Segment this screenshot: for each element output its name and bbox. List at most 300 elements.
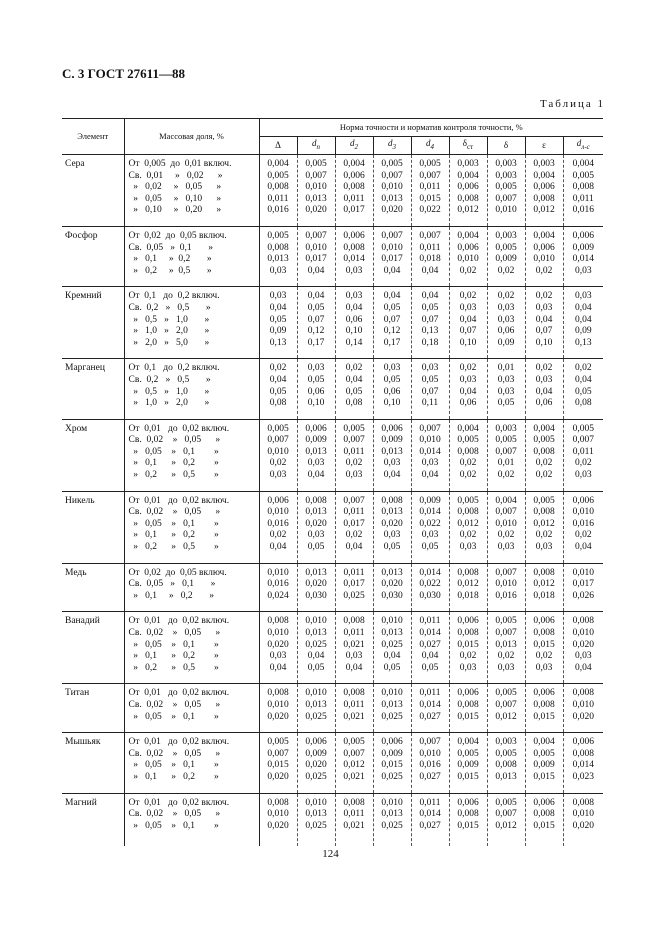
value: 0,027 [419,771,441,782]
value: 0,010 [267,628,289,638]
value: 0,04 [345,662,363,673]
value: 0,02 [574,458,592,469]
value: 0,14 [345,337,363,348]
value: 0,006 [457,797,479,808]
element-name: Хром [62,419,124,491]
value: 0,004 [533,230,555,241]
value: 0,010 [572,809,594,820]
value: 0,05 [383,662,401,673]
value-cell [335,419,373,491]
value: 0,10 [383,398,401,409]
value: 0,014 [419,699,441,710]
value: 0,007 [495,193,517,204]
value-cell [335,287,373,359]
value: 0,005 [533,435,555,446]
value-cell [335,612,373,684]
value: 0,008 [533,567,555,578]
value: 0,030 [381,590,403,601]
value: 0,008 [533,507,555,518]
mass-fraction-range: » 0,05 » 0,1 » [128,711,219,722]
value: 0,013 [305,699,327,710]
value-cell [563,155,603,227]
value-cell [259,793,297,846]
element-name: Титан [62,684,124,733]
value: 0,02 [269,458,287,469]
value: 0,016 [267,205,289,216]
value-cell [487,563,525,612]
value: 0,021 [343,639,365,650]
value: 0,010 [305,616,327,627]
mass-fraction-range: От 0,01 до 0,02 включ. [128,797,230,808]
mass-fraction-cell [124,612,259,684]
value: 0,022 [419,518,441,529]
value: 0,008 [457,699,479,710]
value: 0,009 [305,435,327,446]
value: 0,02 [459,458,477,469]
value: 0,005 [267,737,289,748]
value-cell [563,563,603,612]
value: 0,02 [535,470,553,481]
mass-fraction-range: От 0,01 до 0,02 включ. [128,737,230,748]
value: 0,023 [572,771,594,782]
value: 0,03 [497,542,515,553]
col-header-sub-index: 2 [354,142,358,151]
value: 0,04 [269,302,287,313]
value-cell [259,612,297,684]
col-header-sub [373,137,411,155]
value: 0,10 [307,398,325,409]
value: 0,025 [381,639,403,650]
value: 0,014 [419,446,441,457]
value-cell [373,287,411,359]
value-cell [449,419,487,491]
value: 0,02 [459,291,477,302]
value: 0,04 [459,386,477,397]
value: 0,10 [459,337,477,348]
value: 0,02 [497,291,515,302]
value: 0,03 [497,386,515,397]
value: 0,004 [533,170,555,181]
value-cell [525,287,563,359]
mass-fraction-range: » 1,0 » 2,0 » [128,398,210,409]
value: 0,03 [345,265,363,276]
value: 0,08 [269,398,287,409]
value-cell [487,612,525,684]
value: 0,011 [343,446,365,457]
value: 0,02 [459,530,477,541]
value: 0,008 [533,628,555,638]
value: 0,016 [267,579,289,590]
value: 0,008 [343,616,365,627]
value: 0,005 [495,435,517,446]
col-header-sub-main: d [388,137,393,148]
value: 0,03 [459,374,477,385]
value-cell [259,226,297,286]
value: 0,05 [307,302,325,313]
value-cell [373,419,411,491]
value: 0,011 [419,797,441,808]
value: 0,005 [533,748,555,759]
value: 0,015 [267,760,289,771]
value: 0,04 [535,314,553,325]
value: 0,006 [457,242,479,253]
value-cell [449,684,487,733]
value: 0,06 [383,386,401,397]
value: 0,04 [459,314,477,325]
col-header-sub-main: d [576,137,582,148]
value: 0,005 [267,170,289,181]
value: 0,021 [343,711,365,722]
value-cell [259,287,297,359]
value: 0,02 [497,530,515,541]
value: 0,03 [421,363,439,374]
mass-fraction-cell [124,226,259,286]
value-cell [335,733,373,793]
value: 0,005 [572,170,594,181]
col-header-sub [449,137,487,155]
value: 0,04 [535,386,553,397]
value: 0,04 [345,302,363,313]
value: 0,005 [495,748,517,759]
value: 0,006 [572,230,594,241]
value: 0,03 [459,302,477,313]
value: 0,006 [305,737,327,748]
value: 0,02 [269,363,287,374]
value-cell [563,684,603,733]
value: 0,008 [533,699,555,710]
value: 0,05 [497,398,515,409]
value-cell [373,684,411,733]
value: 0,08 [574,398,592,409]
value: 0,025 [305,711,327,722]
value: 0,007 [305,170,327,181]
value-cell [297,733,335,793]
value: 0,020 [267,639,289,650]
value: 0,010 [267,507,289,518]
value-cell [335,684,373,733]
value: 0,010 [267,446,289,457]
value: 0,017 [305,254,327,265]
value: 0,027 [419,639,441,650]
value: 0,008 [267,242,289,253]
value: 0,03 [574,291,592,302]
value: 0,007 [572,435,594,446]
value: 0,011 [343,699,365,710]
value: 0,022 [419,579,441,590]
value: 0,007 [305,230,327,241]
mass-fraction-range: » 0,05 » 0,1 » [128,760,219,771]
value-cell [449,491,487,563]
value: 0,010 [572,567,594,578]
mass-fraction-range: » 0,1 » 0,2 » [128,530,219,541]
value: 0,006 [381,737,403,748]
value: 0,010 [267,809,289,820]
value: 0,03 [307,458,325,469]
value: 0,013 [305,193,327,204]
value: 0,013 [305,567,327,578]
mass-fraction-cell [124,491,259,563]
table-row [62,359,603,419]
value: 0,017 [572,579,594,590]
value: 0,003 [495,159,517,169]
value: 0,03 [345,291,363,302]
mass-fraction-range: » 0,2 » 0,5 » [128,542,219,553]
value: 0,006 [572,737,594,748]
value: 0,010 [457,254,479,265]
value-cell [411,419,449,491]
value: 0,03 [535,374,553,385]
value-cell [373,359,411,419]
value: 0,020 [572,639,594,650]
value: 0,02 [535,651,553,662]
value: 0,014 [419,809,441,820]
value: 0,010 [267,699,289,710]
value: 0,010 [381,797,403,808]
value: 0,008 [457,809,479,820]
value: 0,04 [574,302,592,313]
value: 0,010 [495,518,517,529]
value: 0,004 [343,159,365,169]
value: 0,007 [419,737,441,748]
value: 0,03 [421,530,439,541]
value: 0,04 [383,265,401,276]
value: 0,05 [269,386,287,397]
mass-fraction-cell [124,733,259,793]
mass-fraction-range: » 0,05 » 0,1 » [128,639,219,650]
value: 0,018 [419,254,441,265]
value: 0,006 [381,423,403,434]
value: 0,013 [305,507,327,518]
value: 0,04 [574,314,592,325]
value: 0,05 [421,542,439,553]
col-header-sub-main: δ [503,139,509,150]
mass-fraction-range: Св. 0,02 » 0,05 » [128,699,221,710]
mass-fraction-range: » 0,5 » 1,0 » [128,386,210,397]
element-name: Магний [65,797,97,808]
value-cell [487,359,525,419]
value: 0,011 [343,567,365,578]
value: 0,05 [307,542,325,553]
value: 0,05 [307,662,325,673]
value: 0,008 [343,797,365,808]
value: 0,05 [307,374,325,385]
value: 0,04 [574,374,592,385]
value: 0,07 [535,326,553,337]
value: 0,04 [307,470,325,481]
value: 0,008 [381,495,403,506]
value: 0,03 [307,363,325,374]
value: 0,02 [497,470,515,481]
mass-fraction-range: » 0,2 » 0,5 » [128,265,212,276]
value: 0,020 [267,711,289,722]
col-header-mass: Массовая доля, % [124,119,259,155]
value: 0,027 [419,711,441,722]
value: 0,04 [269,662,287,673]
value: 0,017 [343,518,365,529]
value: 0,003 [495,737,517,748]
value: 0,016 [267,518,289,529]
value: 0,012 [457,518,479,529]
table-row [62,226,603,286]
element-name: Кремний [62,287,124,359]
value: 0,03 [421,458,439,469]
value-cell [525,563,563,612]
value: 0,027 [419,820,441,831]
mass-fraction-range: » 0,5 » 1,0 » [128,314,210,325]
value: 0,025 [381,711,403,722]
value: 0,008 [572,748,594,759]
mass-fraction-range: От 0,01 до 0,02 включ. [128,616,230,627]
value: 0,010 [381,242,403,253]
value: 0,008 [533,446,555,457]
value: 0,003 [495,170,517,181]
value: 0,04 [269,374,287,385]
value-cell [563,359,603,419]
mass-fraction-range: » 2,0 » 5,0 » [128,337,210,348]
page-number: 124 [322,848,339,860]
value: 0,05 [421,662,439,673]
mass-fraction-cell [124,793,259,846]
value: 0,011 [419,688,441,699]
value: 0,021 [343,820,365,831]
value: 0,005 [533,495,555,506]
value: 0,05 [345,386,363,397]
mass-fraction-range: » 0,10 » 0,20 » [128,205,222,216]
value: 0,05 [383,302,401,313]
value: 0,015 [457,771,479,782]
value-cell [259,684,297,733]
value: 0,02 [269,530,287,541]
value-cell [449,226,487,286]
value-cell [373,612,411,684]
value-cell [411,563,449,612]
value: 0,004 [267,159,289,169]
value: 0,008 [495,760,517,771]
value: 0,004 [457,230,479,241]
value-cell [373,226,411,286]
value: 0,020 [381,205,403,216]
value: 0,005 [495,797,517,808]
value: 0,008 [533,193,555,204]
mass-fraction-range: От 0,01 до 0,02 включ. [128,688,230,699]
value: 0,004 [457,737,479,748]
value: 0,017 [381,254,403,265]
value-cell [335,359,373,419]
value: 0,009 [419,495,441,506]
value: 0,011 [267,193,289,204]
mass-fraction-range: » 0,1 » 0,2 » [128,458,219,469]
value: 0,008 [457,628,479,638]
value: 0,011 [343,628,365,638]
value: 0,004 [457,423,479,434]
value: 0,014 [343,254,365,265]
value: 0,03 [459,542,477,553]
value: 0,11 [421,398,439,409]
value-cell [297,155,335,227]
value: 0,010 [419,435,441,446]
value-cell [411,793,449,846]
value: 0,02 [459,470,477,481]
value: 0,01 [497,363,515,374]
value: 0,007 [343,435,365,446]
value: 0,020 [267,771,289,782]
value-cell [335,491,373,563]
value: 0,04 [345,374,363,385]
value: 0,008 [343,182,365,193]
value: 0,011 [572,193,594,204]
col-header-sub-index: 3 [392,142,396,151]
value: 0,02 [574,363,592,374]
value-cell [373,491,411,563]
col-header-sub-main: d [426,137,431,148]
value-cell [297,612,335,684]
value: 0,008 [457,507,479,518]
mass-fraction-range: » 0,1 » 0,2 » [128,590,214,601]
value: 0,12 [307,326,325,337]
value: 0,025 [305,639,327,650]
value: 0,04 [307,651,325,662]
value: 0,006 [533,616,555,627]
value: 0,04 [421,265,439,276]
value: 0,015 [533,820,555,831]
value: 0,024 [267,590,289,601]
value: 0,015 [457,711,479,722]
value: 0,10 [345,326,363,337]
value: 0,008 [343,688,365,699]
value-cell [411,684,449,733]
value: 0,04 [269,542,287,553]
value: 0,02 [459,265,477,276]
mass-fraction-range: От 0,1 до 0,2 включ. [128,363,220,374]
value: 0,09 [269,326,287,337]
mass-fraction-range: » 0,1 » 0,2 » [128,771,219,782]
col-header-sub [563,137,603,155]
value: 0,17 [307,337,325,348]
element-name: Ванадий [62,612,124,684]
value: 0,015 [419,193,441,204]
value: 0,015 [533,771,555,782]
value: 0,007 [419,170,441,181]
value: 0,016 [419,760,441,771]
value: 0,006 [305,423,327,434]
mass-fraction-cell [124,359,259,419]
value: 0,025 [305,820,327,831]
value: 0,011 [572,446,594,457]
value: 0,06 [459,398,477,409]
value: 0,014 [572,254,594,265]
value: 0,006 [533,688,555,699]
value: 0,01 [497,458,515,469]
value-cell [525,359,563,419]
value: 0,02 [574,530,592,541]
value: 0,006 [572,495,594,506]
mass-fraction-range: От 0,02 до 0,05 включ. [128,567,227,578]
value: 0,005 [343,423,365,434]
value: 0,02 [535,530,553,541]
value: 0,020 [305,760,327,771]
value: 0,012 [533,579,555,590]
value: 0,005 [495,688,517,699]
element-name: Медь [62,563,124,612]
col-header-sub-main: ε [542,139,546,150]
value: 0,06 [345,314,363,325]
mass-fraction-range: » 0,05 » 0,1 » [128,820,219,831]
value: 0,03 [269,470,287,481]
value-cell [411,287,449,359]
value-cell [449,563,487,612]
value: 0,022 [419,205,441,216]
value: 0,09 [497,337,515,348]
